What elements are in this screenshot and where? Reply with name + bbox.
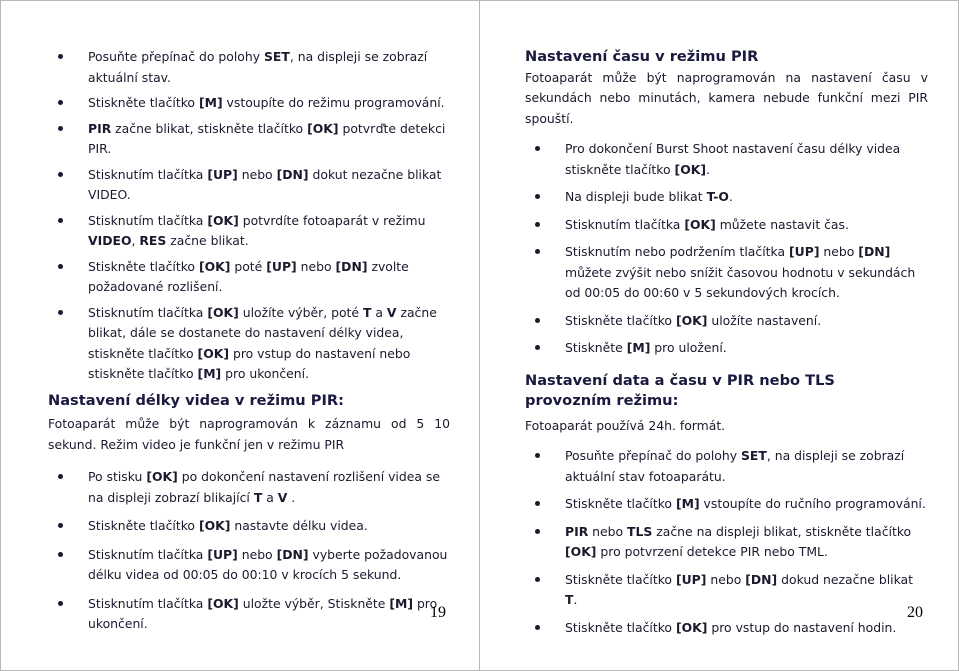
list-item: PIR nebo TLS začne na displeji blikat, stiskněte tlačítko [OK] pro potvrzení detekce PIR nebo TML. <box>525 522 928 563</box>
left-section-paragraph: Fotoaparát může být naprogramován k záznamu od 5 10 sekund. Režim video je funkční jen v režimu PIR <box>48 416 450 452</box>
list-item: Stiskněte tlačítko [OK] pro vstup do nastavení hodin. <box>525 618 928 639</box>
right-page <box>525 47 928 645</box>
list-item: Stiskněte tlačítko [OK] nastavte délku videa. <box>48 516 450 537</box>
list-item: Stiskněte tlačítko [M] vstoupíte do režimu programování. <box>48 93 450 114</box>
list-item: Stisknutím tlačítka [UP] nebo [DN] vyberte požadovanou délku videa od 00:05 do 00:10 v krocích 5 sekund. <box>48 545 450 586</box>
list-item: Stiskněte tlačítko [M] vstoupíte do ručního programování. <box>525 494 928 515</box>
list-item: Posuňte přepínač do polohy SET, na displeji se zobrazí aktuální stav fotoaparátu. <box>525 446 928 487</box>
right-section-heading-2: Nastavení data a času v PIR nebo TLS provozním režimu: <box>525 371 835 409</box>
left-bullet-list-1 <box>48 47 450 385</box>
right-section-heading-1: Nastavení času v režimu PIR <box>525 48 759 65</box>
list-item: Stisknutím tlačítka [OK] můžete nastavit čas. <box>525 215 928 236</box>
page-number-left: 19 <box>430 604 446 621</box>
list-item: Stiskněte [M] pro uložení. <box>525 338 928 359</box>
list-item: Stisknutím tlačítka [OK] uložíte výběr, poté T a V začne blikat, dále se dostanete do nastavení délky videa, stiskněte tlačítko [OK] pro vstup do nastavení nebo stiskněte tlačítko [M] pro ukončení. <box>48 303 450 385</box>
list-item: Stiskněte tlačítko [UP] nebo [DN] dokud nezačne blikat T. <box>525 570 928 611</box>
page-border-top <box>0 0 959 1</box>
right-section-paragraph-2: Fotoaparát používá 24h. formát. <box>525 417 726 433</box>
page-border-center <box>479 0 480 671</box>
page-number-right: 20 <box>907 604 923 621</box>
right-section-paragraph-1: Fotoaparát může být naprogramován na nastavení času v sekundách nebo minutách, kamera nebude funkční mezi PIR spouští. <box>525 69 928 126</box>
page-border-left <box>0 0 1 671</box>
list-item: PIR začne blikat, stiskněte tlačítko [OK] potvrďte detekci PIR. <box>48 119 450 160</box>
right-bullet-list-2 <box>525 446 928 638</box>
list-item: Na displeji bude blikat T-O. <box>525 187 928 208</box>
right-bullet-list-1 <box>525 139 928 359</box>
list-item: Stisknutím tlačítka [OK] potvrdíte fotoaparát v režimu VIDEO, RES začne blikat. <box>48 211 450 252</box>
list-item: Pro dokončení Burst Shoot nastavení času délky videa stiskněte tlačítko [OK]. <box>525 139 928 180</box>
left-section-heading: Nastavení délky videa v režimu PIR: <box>48 391 344 409</box>
list-item: Posuňte přepínač do polohy SET, na displeji se zobrazí aktuální stav. <box>48 47 450 88</box>
list-item: Stiskněte tlačítko [OK] uložíte nastavení. <box>525 311 928 332</box>
list-item: Po stisku [OK] po dokončení nastavení rozlišení videa se na displeji zobrazí blikající T a V . <box>48 467 450 508</box>
list-item: Stisknutím tlačítka [UP] nebo [DN] dokut nezačne blikat VIDEO. <box>48 165 450 206</box>
list-item: Stisknutím tlačítka [OK] uložte výběr, Stiskněte [M] pro ukončení. <box>48 594 450 635</box>
left-page <box>48 47 450 643</box>
left-bullet-list-2 <box>48 467 450 635</box>
list-item: Stisknutím nebo podržením tlačítka [UP] nebo [DN] můžete zvýšit nebo snížit časovou hodnotu v sekundách od 00:05 do 00:60 v 5 sekundových krocích. <box>525 242 928 304</box>
list-item: Stiskněte tlačítko [OK] poté [UP] nebo [DN] zvolte požadované rozlišení. <box>48 257 450 298</box>
